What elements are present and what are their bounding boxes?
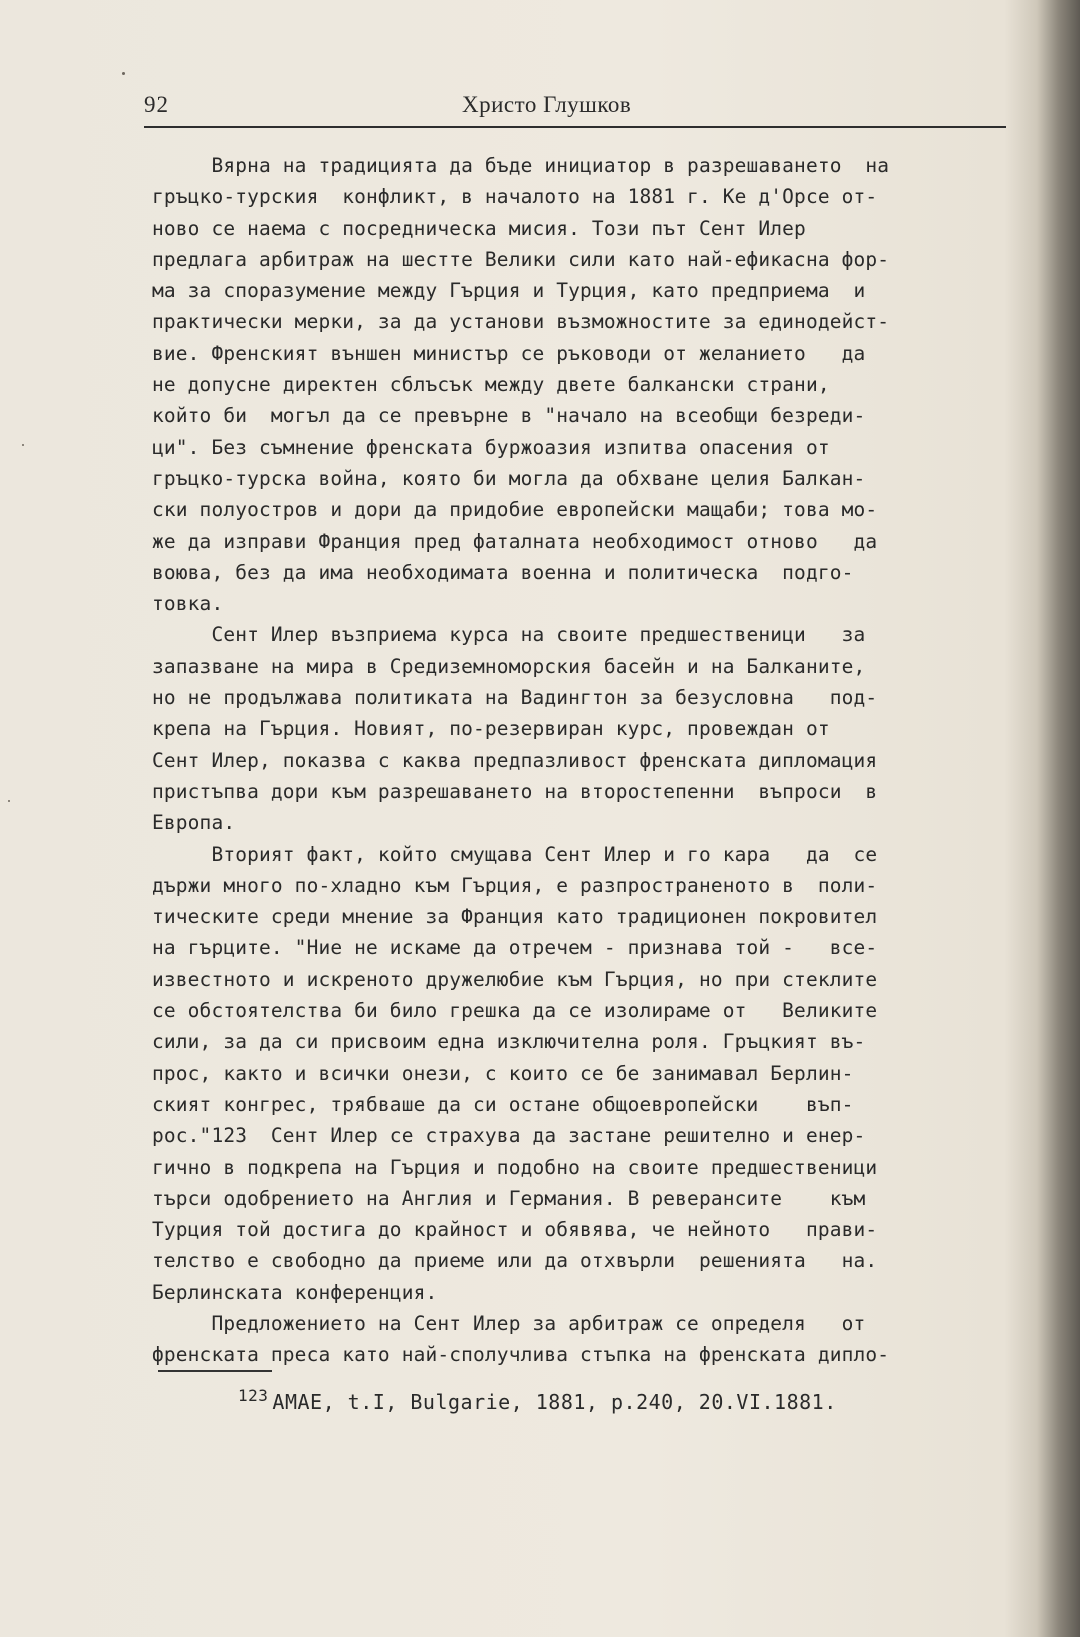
text-line: ново се наема с посредническа мисия. Този път Сент Илер [152, 216, 806, 240]
running-title: Христо Глушков [462, 92, 632, 117]
page-header [144, 92, 1006, 128]
text-line: гръцко-турска война, която би могла да обхване целия Балкан- [152, 466, 866, 490]
paper-speck [8, 800, 10, 802]
text-line: на гърците. "Ние не искаме да отречем - признава той - все- [152, 936, 878, 960]
text-line: товка. [152, 592, 224, 616]
text-line: Берлинската конференция. [152, 1280, 438, 1304]
text-line: рос."123 Сент Илер се страхува да застане решително и енер- [152, 1124, 866, 1148]
text-line: Вярна на традицията да бъде инициатор в разрешаването на [152, 154, 890, 177]
text-line: ският конгрес, трябваше да си остане общоевропейски въп- [152, 1092, 854, 1116]
text-line: гично в подкрепа на Гърция и подобно на своите предшественици [152, 1155, 878, 1179]
text-line: се обстоятелства би било грешка да се изолираме от Великите [152, 999, 878, 1023]
text-line: запазване на мира в Средиземноморския басейн и на Балканите, [152, 654, 866, 678]
text-line: же да изправи Франция пред фаталната необходимост отново да [152, 529, 878, 553]
body-text [152, 150, 1010, 1371]
footnote-text: AMAE, t.I, Bulgarie, 1881, p.240, 20.VI.1881. [272, 1390, 837, 1414]
text-line: Турция той достига до крайност и обявява, че нейното прави- [152, 1218, 878, 1242]
text-line: ма за споразумение между Гърция и Турция, като предприема и [152, 279, 866, 303]
text-line: пристъпва дори към разрешаването на второстепенни въпроси в [152, 779, 878, 803]
text-line: телство е свободно да приеме или да отхвърли решенията на. [152, 1249, 878, 1273]
text-line: Сент Илер, показва с каква предпазливост френската дипломация [152, 748, 878, 772]
text-line: ски полуостров и дори да придобие европейски мащаби; това мо- [152, 498, 878, 522]
text-line: Сент Илер възприема курса на своите предшественици за [152, 623, 866, 647]
text-line: гръцко-турския конфликт, в началото на 1881 г. Ке д'Орсе от- [152, 185, 878, 209]
text-line: който би могъл да се превърне в "начало на всеобщи безреди- [152, 404, 866, 428]
text-line: предлага арбитраж на шестте Велики сили като най-ефикасна фор- [152, 247, 890, 271]
footnote-divider [158, 1370, 272, 1372]
text-line: но не продължава политиката на Вадингтон за безусловна под- [152, 686, 878, 710]
text-line: Вторият факт, който смущава Сент Илер и го кара да се [152, 842, 878, 866]
text-line: крепа на Гърция. Новият, по-резервиран курс, провеждан от [152, 717, 830, 741]
footnote-number: 123 [238, 1386, 269, 1405]
text-line: не допусне директен сблъсък между двете балкански страни, [152, 373, 830, 397]
page-number: 92 [144, 92, 169, 117]
text-line: Европа. [152, 811, 236, 835]
text-line: ци". Без съмнение френската буржоазия изпитва опасения от [152, 435, 830, 459]
text-line: Предложението на Сент Илер за арбитраж се определя от [152, 1311, 866, 1335]
text-line: френската преса като най-сполучлива стъпка на френската дипло- [152, 1343, 890, 1367]
text-line: сили, за да си присвоим една изключителна роля. Гръцкият въ- [152, 1030, 866, 1054]
text-line: вие. Френският външен министър се ръководи от желанието да [152, 341, 866, 365]
text-line: държи много по-хладно към Гърция, е разпространеното в поли- [152, 873, 878, 897]
text-line: търси одобрението на Англия и Германия. В реверансите към [152, 1186, 866, 1210]
text-line: тическите среди мнение за Франция като традиционен покровител [152, 905, 878, 929]
paper-speck [22, 444, 24, 446]
text-line: практически мерки, за да установи възможностите за единодейст- [152, 310, 890, 334]
footnote [238, 1382, 837, 1416]
text-line: известното и искреното дружелюбие към Гърция, но при стеклите [152, 967, 878, 991]
text-line: воюва, без да има необходимата военна и политическа подго- [152, 560, 854, 584]
text-line: прос, както и всички онези, с които се бе занимавал Берлин- [152, 1061, 854, 1085]
paper-speck [122, 72, 125, 75]
